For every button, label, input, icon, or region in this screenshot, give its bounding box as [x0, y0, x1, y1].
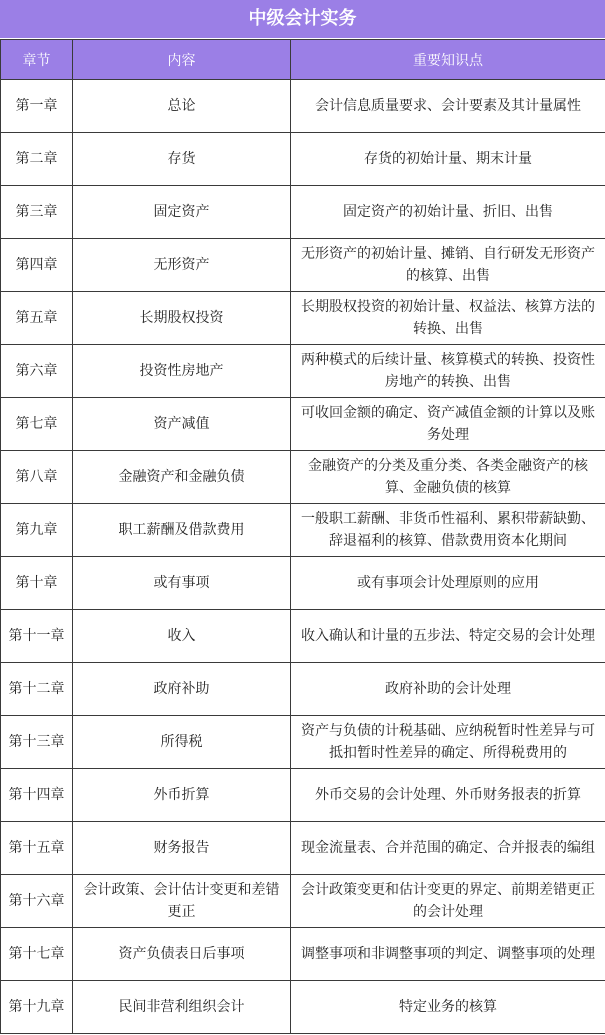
table-row [1, 80, 605, 133]
chapter-cell-text: 第十三章 [8, 734, 65, 750]
chapter-cell [1, 80, 73, 133]
chapter-cell [1, 875, 73, 928]
points-cell-text: 固定资产的初始计量、折旧、出售 [343, 204, 553, 220]
table-row [1, 133, 605, 186]
page-title: 中级会计实务 [0, 0, 605, 39]
content-cell [73, 133, 291, 186]
table-row [1, 928, 605, 981]
content-cell [73, 822, 291, 875]
table-row [1, 716, 605, 769]
content-cell-text: 金融资产和金融负债 [118, 469, 245, 485]
content-cell-text: 会计政策、会计估计变更和差错更正 [83, 882, 280, 920]
points-cell-text: 存货的初始计量、期末计量 [364, 151, 532, 167]
content-cell-text: 收入 [167, 628, 196, 644]
content-cell-text: 长期股权投资 [139, 310, 224, 326]
points-cell-text: 会计信息质量要求、会计要素及其计量属性 [315, 98, 581, 114]
points-cell [291, 292, 605, 345]
points-cell-text: 政府补助的会计处理 [385, 681, 511, 697]
chapter-cell [1, 398, 73, 451]
chapter-cell-text: 第十二章 [8, 681, 65, 697]
points-cell-text: 现金流量表、合并范围的确定、合并报表的编组 [301, 840, 595, 856]
chapter-cell-text: 第十章 [15, 575, 58, 591]
content-cell-text: 外币折算 [153, 787, 210, 803]
points-cell [291, 186, 605, 239]
chapter-cell-text: 第六章 [15, 363, 58, 379]
chapter-cell [1, 928, 73, 981]
chapter-cell-text: 第十六章 [8, 893, 65, 909]
points-cell [291, 716, 605, 769]
chapter-cell-text: 第八章 [15, 469, 58, 485]
content-cell [73, 398, 291, 451]
header-chapter: 章节 [1, 40, 73, 80]
chapter-cell [1, 239, 73, 292]
chapter-cell-text: 第七章 [15, 416, 58, 432]
table-row [1, 610, 605, 663]
points-cell-text: 金融资产的分类及重分类、各类金融资产的核算、金融负债的核算 [308, 458, 588, 496]
content-cell-text: 职工薪酬及借款费用 [118, 522, 245, 538]
points-cell [291, 504, 605, 557]
content-cell [73, 504, 291, 557]
chapter-cell [1, 981, 73, 1034]
content-cell [73, 451, 291, 504]
chapter-cell [1, 557, 73, 610]
content-cell [73, 875, 291, 928]
content-cell-text: 投资性房地产 [139, 363, 224, 379]
table-row [1, 186, 605, 239]
table-row [1, 822, 605, 875]
content-cell-text: 资产减值 [153, 416, 210, 432]
table-row [1, 398, 605, 451]
chapter-cell-text: 第一章 [15, 98, 58, 114]
chapter-cell [1, 822, 73, 875]
content-cell-text: 总论 [167, 98, 196, 114]
chapter-cell-text: 第十九章 [8, 999, 65, 1015]
chapter-cell [1, 345, 73, 398]
points-cell-text: 或有事项会计处理原则的应用 [357, 575, 539, 591]
table-row [1, 292, 605, 345]
points-cell-text: 资产与负债的计税基础、应纳税暂时性差异与可抵扣暂时性差异的确定、所得税费用的 [301, 723, 595, 761]
points-cell [291, 239, 605, 292]
content-cell-text: 固定资产 [153, 204, 210, 220]
points-cell [291, 80, 605, 133]
content-cell [73, 292, 291, 345]
content-cell [73, 663, 291, 716]
points-cell-text: 长期股权投资的初始计量、权益法、核算方法的转换、出售 [301, 299, 595, 337]
content-cell [73, 239, 291, 292]
header-content: 内容 [73, 40, 291, 80]
chapter-cell [1, 292, 73, 345]
content-cell [73, 716, 291, 769]
table-row [1, 981, 605, 1034]
syllabus-table [0, 39, 605, 1034]
points-cell [291, 981, 605, 1034]
content-cell-text: 政府补助 [153, 681, 210, 697]
points-cell [291, 663, 605, 716]
chapter-cell [1, 451, 73, 504]
points-cell [291, 451, 605, 504]
points-cell-text: 特定业务的核算 [399, 999, 497, 1015]
chapter-cell [1, 186, 73, 239]
table-row [1, 504, 605, 557]
content-cell-text: 资产负债表日后事项 [118, 946, 245, 962]
points-cell-text: 调整事项和非调整事项的判定、调整事项的处理 [301, 946, 595, 962]
points-cell-text: 可收回金额的确定、资产减值金额的计算以及账务处理 [301, 405, 595, 443]
content-cell [73, 610, 291, 663]
chapter-cell-text: 第九章 [15, 522, 58, 538]
content-cell [73, 80, 291, 133]
content-cell [73, 186, 291, 239]
content-cell-text: 无形资产 [153, 257, 210, 273]
points-cell [291, 398, 605, 451]
points-cell-text: 外币交易的会计处理、外币财务报表的折算 [315, 787, 581, 803]
chapter-cell-text: 第四章 [15, 257, 58, 273]
header-points: 重要知识点 [291, 40, 605, 80]
chapter-cell-text: 第十四章 [8, 787, 65, 803]
chapter-cell [1, 504, 73, 557]
table-row [1, 769, 605, 822]
content-cell-text: 财务报告 [153, 840, 210, 856]
points-cell [291, 133, 605, 186]
chapter-cell-text: 第十一章 [8, 628, 65, 644]
table-row [1, 345, 605, 398]
points-cell [291, 769, 605, 822]
chapter-cell [1, 610, 73, 663]
chapter-cell [1, 663, 73, 716]
content-cell [73, 981, 291, 1034]
table-row [1, 239, 605, 292]
content-cell-text: 所得税 [160, 734, 203, 750]
chapter-cell-text: 第三章 [15, 204, 58, 220]
content-cell [73, 928, 291, 981]
content-cell-text: 民间非营利组织会计 [118, 999, 245, 1015]
points-cell-text: 两种模式的后续计量、核算模式的转换、投资性房地产的转换、出售 [301, 352, 595, 390]
content-cell [73, 557, 291, 610]
points-cell [291, 610, 605, 663]
chapter-cell [1, 133, 73, 186]
points-cell [291, 875, 605, 928]
table-row [1, 663, 605, 716]
points-cell [291, 557, 605, 610]
header-row [1, 40, 605, 80]
content-cell-text: 或有事项 [153, 575, 210, 591]
points-cell-text: 一般职工薪酬、非货币性福利、累积带薪缺勤、辞退福利的核算、借款费用资本化期间 [301, 511, 595, 549]
content-cell [73, 769, 291, 822]
chapter-cell-text: 第十七章 [8, 946, 65, 962]
chapter-cell-text: 第十五章 [8, 840, 65, 856]
points-cell [291, 345, 605, 398]
points-cell-text: 收入确认和计量的五步法、特定交易的会计处理 [301, 628, 595, 644]
table-row [1, 557, 605, 610]
points-cell-text: 无形资产的初始计量、摊销、自行研发无形资产的核算、出售 [301, 246, 595, 284]
table-row [1, 451, 605, 504]
points-cell [291, 928, 605, 981]
content-cell [73, 345, 291, 398]
points-cell-text: 会计政策变更和估计变更的界定、前期差错更正的会计处理 [301, 882, 595, 920]
chapter-cell-text: 第二章 [15, 151, 58, 167]
chapter-cell-text: 第五章 [15, 310, 58, 326]
chapter-cell [1, 769, 73, 822]
table-row [1, 875, 605, 928]
chapter-cell [1, 716, 73, 769]
points-cell [291, 822, 605, 875]
content-cell-text: 存货 [167, 151, 196, 167]
